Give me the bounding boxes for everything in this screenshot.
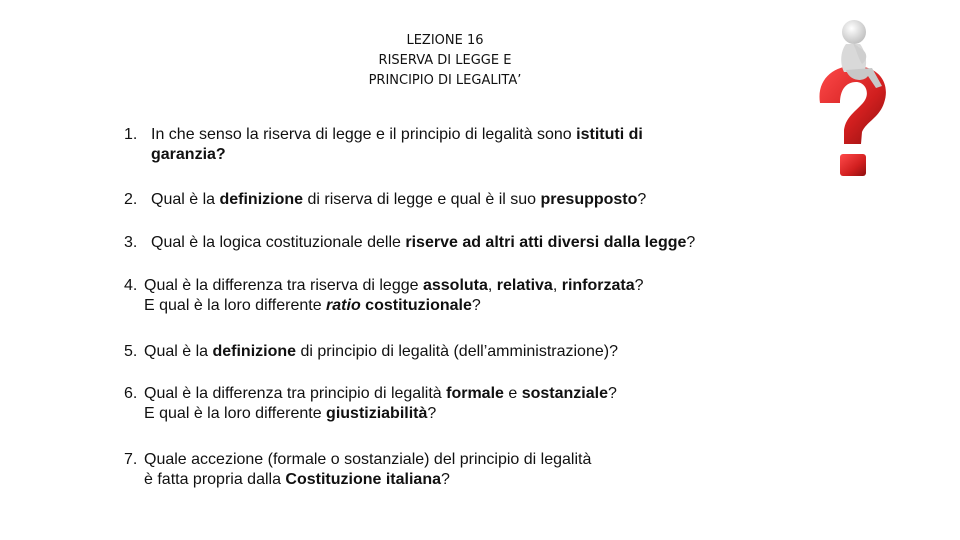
- question-line-1: [124, 450, 804, 470]
- question-text-segment: definizione: [219, 191, 304, 208]
- question-text-segment: definizione: [212, 343, 297, 360]
- lesson-number: LEZIONE 16: [406, 33, 484, 48]
- question-number: 3.: [124, 234, 138, 251]
- question-text-segment: riserve ad altri atti diversi dalla legge: [405, 234, 687, 251]
- question-text-segment: garanzia?: [151, 146, 226, 163]
- question-number: 7.: [124, 451, 138, 468]
- question-number: 6.: [124, 385, 138, 402]
- question-text-segment: presupposto: [540, 191, 638, 208]
- question-text-segment: di riserva di legge e qual è il suo: [303, 191, 541, 208]
- question-item: [124, 342, 804, 362]
- question-text-segment: di principio di legalità (dell’amministrazione)?: [296, 343, 618, 360]
- question-text-segment: Costituzione italiana: [285, 471, 441, 488]
- question-line-2: [124, 145, 804, 165]
- question-item: [124, 384, 804, 424]
- question-text-segment: è fatta propria dalla: [144, 471, 286, 488]
- question-number: 5.: [124, 343, 138, 360]
- question-text-segment: formale: [446, 385, 504, 402]
- lesson-topic-line-1: RISERVA DI LEGGE E: [378, 53, 512, 68]
- question-number: 1.: [124, 126, 138, 143]
- question-text-segment: relativa: [496, 277, 553, 294]
- question-text-segment: sostanziale: [521, 385, 608, 402]
- question-item: [124, 276, 804, 316]
- question-line-2: [124, 296, 804, 316]
- question-text-segment: Qual è la: [151, 191, 220, 208]
- lesson-topic-line-2: PRINCIPIO DI LEGALITA’: [368, 73, 522, 88]
- question-text-segment: assoluta: [422, 277, 488, 294]
- question-line-2: [124, 470, 804, 490]
- question-text-segment: ?: [686, 234, 696, 251]
- question-line-1: [124, 125, 804, 145]
- question-text-segment: costituzionale: [365, 297, 472, 314]
- question-text-segment: E qual è la loro differente: [144, 297, 327, 314]
- question-text-segment: istituti di: [576, 126, 643, 143]
- question-text-segment: e: [503, 385, 522, 402]
- question-item: [124, 450, 804, 490]
- question-text-segment: E qual è la loro differente: [144, 405, 327, 422]
- question-line-1: [124, 342, 804, 362]
- question-item: [124, 125, 804, 165]
- question-text-segment: Qual è la differenza tra principio di legalità: [144, 385, 447, 402]
- question-line-1: [124, 190, 804, 210]
- question-item: [124, 190, 804, 210]
- question-text-segment: ?: [427, 405, 437, 422]
- question-mark-dot: [840, 154, 866, 176]
- question-line-1: [124, 233, 804, 253]
- question-text-segment: giustiziabilità: [326, 405, 428, 422]
- question-text-segment: ratio: [326, 297, 361, 314]
- question-number: 4.: [124, 277, 138, 294]
- lesson-title: [300, 31, 590, 91]
- question-text-segment: ?: [471, 297, 481, 314]
- question-text-segment: In che senso la riserva di legge e il principio di legalità sono: [151, 126, 577, 143]
- question-text-segment: Quale accezione (formale o sostanziale) del principio di legalità: [144, 451, 592, 468]
- question-text-segment: Qual è la differenza tra riserva di legge: [144, 277, 423, 294]
- question-item: [124, 233, 804, 253]
- question-text-segment: Qual è la logica costituzionale delle: [151, 234, 406, 251]
- question-text-segment: ?: [607, 385, 617, 402]
- question-text-segment: ,: [487, 277, 497, 294]
- question-text-segment: ?: [441, 471, 450, 488]
- question-text-segment: ,: [552, 277, 562, 294]
- question-number: 2.: [124, 191, 138, 208]
- thinking-figure-on-question-mark-icon: [806, 8, 906, 188]
- question-line-2: [124, 404, 804, 424]
- question-text-segment: Qual è la: [144, 343, 213, 360]
- question-line-1: [124, 276, 804, 296]
- figure-head: [842, 20, 866, 44]
- question-text-segment: ?: [634, 277, 644, 294]
- question-text-segment: ?: [637, 191, 647, 208]
- question-text-segment: rinforzata: [561, 277, 635, 294]
- question-line-1: [124, 384, 804, 404]
